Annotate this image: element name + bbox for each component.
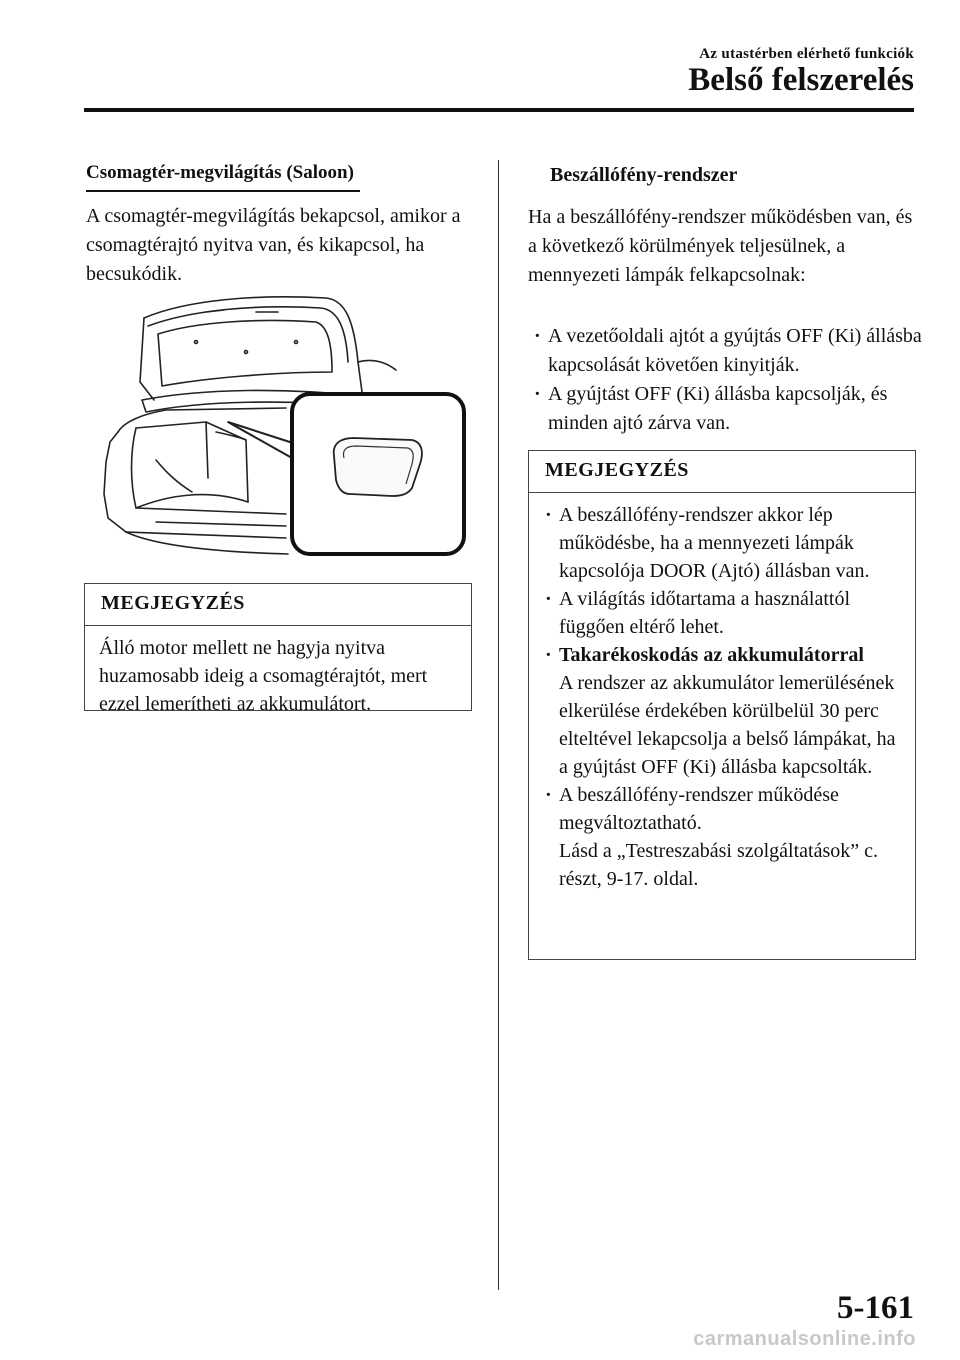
illumination-paragraph: Ha a beszállófény-rendszer működésben van, és a következő körülmények teljesülnek, a mennyezeti lámpák felkapcsolnak:: [528, 206, 913, 286]
bullet-marker: ·: [545, 504, 552, 526]
illumination-conditions-list: [528, 322, 923, 438]
note-list: [539, 501, 903, 893]
note-heading: MEGJEGYZÉS: [85, 584, 471, 626]
list-item: [539, 781, 903, 893]
battery-saving-text: A rendszer az akkumulátor lemerülésének elkerülése érdekében körülbelül 30 perc elteltével lekapcsolja a belső lámpákat, ha a gyújtást OFF (Ki) állásba kapcsolták.: [559, 672, 896, 778]
list-item: [528, 380, 923, 438]
bullet-marker: ·: [545, 784, 552, 806]
note-text: Álló motor mellett ne hagyja nyitva huzamosabb ideig a csomagtérajtót, mert ezzel lemerítheti az akkumulátort.: [99, 637, 428, 715]
section-title-illumination-system: Beszállófény-rendszer: [550, 164, 738, 186]
chapter-title: Belső felszerelés: [688, 62, 914, 98]
column-divider: [498, 160, 499, 1290]
trunk-light-illustration: [96, 282, 468, 560]
section-title-trunk-light: Csomagtér-megvilágítás (Saloon): [86, 162, 360, 192]
battery-saving-title: Takarékoskodás az akkumulátorral: [559, 644, 864, 666]
note-box-illumination: [528, 450, 916, 960]
list-item: [539, 585, 903, 641]
chapter-subtitle: Az utastérben elérhető funkciók: [699, 46, 914, 62]
note-heading: MEGJEGYZÉS: [529, 451, 915, 493]
trunk-light-paragraph: A csomagtér-megvilágítás bekapcsol, amikor a csomagtérajtó nyitva van, és kikapcsol, ha becsukódik.: [86, 205, 461, 285]
list-item-text: A beszállófény-rendszer működése megváltoztatható.: [559, 784, 839, 834]
bullet-marker: ·: [534, 383, 541, 405]
list-item-text: A vezetőoldali ajtót a gyújtás OFF (Ki) állásba kapcsolását követően kinyitják.: [548, 325, 922, 376]
list-item: [539, 501, 903, 585]
bullet-marker: ·: [545, 644, 552, 666]
bullet-marker: ·: [534, 325, 541, 347]
watermark: carmanualsonline.info: [693, 1328, 916, 1350]
list-item: [539, 641, 903, 781]
note-body: [529, 493, 915, 903]
list-item-text: A világítás időtartama a használattól függően eltérő lehet.: [559, 588, 851, 638]
cross-reference: Lásd a „Testreszabási szolgáltatások” c. részt, 9-17. oldal.: [559, 840, 879, 890]
note-box-trunk: [84, 583, 472, 715]
list-item: [528, 322, 923, 380]
page-number: 5-161: [837, 1290, 914, 1326]
list-item-text: A beszállófény-rendszer akkor lép működésbe, ha a mennyezeti lámpák kapcsolója DOOR (Ajtó) állásban van.: [559, 504, 870, 582]
list-item-text: A gyújtást OFF (Ki) állásba kapcsolják, és minden ajtó zárva van.: [548, 383, 888, 434]
header-rule: [84, 108, 914, 112]
bullet-marker: ·: [545, 588, 552, 610]
